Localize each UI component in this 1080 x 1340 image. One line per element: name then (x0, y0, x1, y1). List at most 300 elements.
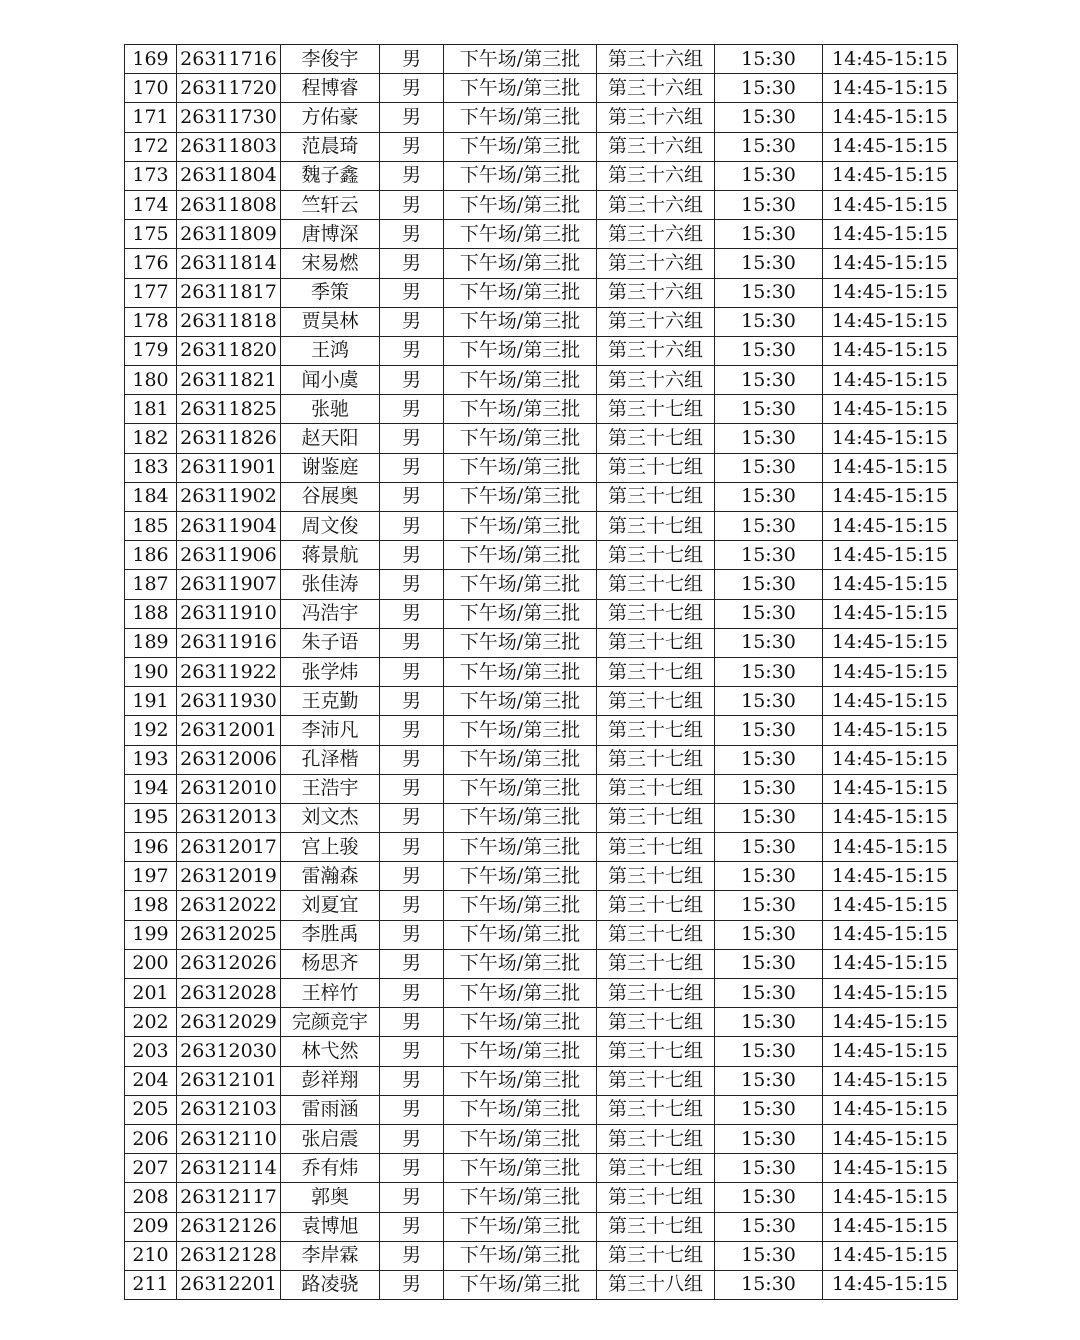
session-batch-cell: 下午场/第三批 (444, 1270, 597, 1299)
row-number-cell: 193 (125, 745, 177, 774)
check-in-window-cell: 14:45-15:15 (823, 745, 958, 774)
row-number-cell: 185 (125, 512, 177, 541)
student-name-cell: 唐博深 (281, 220, 380, 249)
student-id-cell: 26312013 (177, 803, 281, 832)
session-batch-cell: 下午场/第三批 (444, 395, 597, 424)
check-in-window-cell: 14:45-15:15 (823, 1212, 958, 1241)
start-time-cell: 15:30 (715, 862, 823, 891)
group-cell: 第三十六组 (597, 190, 715, 219)
student-id-cell: 26312022 (177, 891, 281, 920)
start-time-cell: 15:30 (715, 774, 823, 803)
gender-cell: 男 (380, 628, 444, 657)
table-row (125, 891, 958, 920)
table-row (125, 1270, 958, 1299)
start-time-cell: 15:30 (715, 1183, 823, 1212)
start-time-cell: 15:30 (715, 570, 823, 599)
table-row (125, 833, 958, 862)
group-cell: 第三十七组 (597, 424, 715, 453)
table-row (125, 336, 958, 365)
gender-cell: 男 (380, 1241, 444, 1270)
table-row (125, 774, 958, 803)
start-time-cell: 15:30 (715, 716, 823, 745)
student-id-cell: 26311817 (177, 278, 281, 307)
check-in-window-cell: 14:45-15:15 (823, 541, 958, 570)
check-in-window-cell: 14:45-15:15 (823, 687, 958, 716)
row-number-cell: 184 (125, 482, 177, 511)
gender-cell: 男 (380, 862, 444, 891)
row-number-cell: 207 (125, 1154, 177, 1183)
student-name-cell: 蒋景航 (281, 541, 380, 570)
check-in-window-cell: 14:45-15:15 (823, 628, 958, 657)
start-time-cell: 15:30 (715, 103, 823, 132)
student-id-cell: 26311904 (177, 512, 281, 541)
student-name-cell: 谢鉴庭 (281, 453, 380, 482)
student-name-cell: 闻小虞 (281, 366, 380, 395)
gender-cell: 男 (380, 1037, 444, 1066)
gender-cell: 男 (380, 190, 444, 219)
gender-cell: 男 (380, 74, 444, 103)
student-id-cell: 26311821 (177, 366, 281, 395)
group-cell: 第三十七组 (597, 657, 715, 686)
student-id-cell: 26312025 (177, 920, 281, 949)
student-id-cell: 26312103 (177, 1095, 281, 1124)
check-in-window-cell: 14:45-15:15 (823, 512, 958, 541)
gender-cell: 男 (380, 1124, 444, 1153)
session-batch-cell: 下午场/第三批 (444, 45, 597, 74)
start-time-cell: 15:30 (715, 74, 823, 103)
table-row (125, 307, 958, 336)
session-batch-cell: 下午场/第三批 (444, 132, 597, 161)
student-name-cell: 李岸霖 (281, 1241, 380, 1270)
start-time-cell: 15:30 (715, 1095, 823, 1124)
session-batch-cell: 下午场/第三批 (444, 657, 597, 686)
check-in-window-cell: 14:45-15:15 (823, 803, 958, 832)
group-cell: 第三十六组 (597, 220, 715, 249)
session-batch-cell: 下午场/第三批 (444, 1066, 597, 1095)
start-time-cell: 15:30 (715, 1066, 823, 1095)
student-name-cell: 杨思齐 (281, 949, 380, 978)
group-cell: 第三十六组 (597, 249, 715, 278)
student-name-cell: 刘文杰 (281, 803, 380, 832)
group-cell: 第三十七组 (597, 395, 715, 424)
table-row (125, 161, 958, 190)
student-id-cell: 26311808 (177, 190, 281, 219)
group-cell: 第三十七组 (597, 453, 715, 482)
student-id-cell: 26312101 (177, 1066, 281, 1095)
gender-cell: 男 (380, 833, 444, 862)
group-cell: 第三十七组 (597, 1066, 715, 1095)
student-id-cell: 26312201 (177, 1270, 281, 1299)
start-time-cell: 15:30 (715, 161, 823, 190)
student-id-cell: 26311825 (177, 395, 281, 424)
gender-cell: 男 (380, 512, 444, 541)
check-in-window-cell: 14:45-15:15 (823, 862, 958, 891)
start-time-cell: 15:30 (715, 453, 823, 482)
gender-cell: 男 (380, 307, 444, 336)
group-cell: 第三十七组 (597, 1154, 715, 1183)
table-row (125, 979, 958, 1008)
student-name-cell: 张启震 (281, 1124, 380, 1153)
gender-cell: 男 (380, 249, 444, 278)
gender-cell: 男 (380, 949, 444, 978)
table-row (125, 1008, 958, 1037)
student-id-cell: 26311716 (177, 45, 281, 74)
start-time-cell: 15:30 (715, 1124, 823, 1153)
row-number-cell: 203 (125, 1037, 177, 1066)
student-id-cell: 26311922 (177, 657, 281, 686)
student-id-cell: 26311826 (177, 424, 281, 453)
start-time-cell: 15:30 (715, 745, 823, 774)
group-cell: 第三十六组 (597, 45, 715, 74)
student-id-cell: 26312117 (177, 1183, 281, 1212)
group-cell: 第三十七组 (597, 1241, 715, 1270)
student-id-cell: 26312017 (177, 833, 281, 862)
student-name-cell: 周文俊 (281, 512, 380, 541)
gender-cell: 男 (380, 570, 444, 599)
gender-cell: 男 (380, 395, 444, 424)
session-batch-cell: 下午场/第三批 (444, 512, 597, 541)
start-time-cell: 15:30 (715, 1037, 823, 1066)
group-cell: 第三十六组 (597, 132, 715, 161)
check-in-window-cell: 14:45-15:15 (823, 1095, 958, 1124)
table-row (125, 278, 958, 307)
session-batch-cell: 下午场/第三批 (444, 103, 597, 132)
group-cell: 第三十六组 (597, 161, 715, 190)
session-batch-cell: 下午场/第三批 (444, 161, 597, 190)
student-name-cell: 冯浩宇 (281, 599, 380, 628)
gender-cell: 男 (380, 366, 444, 395)
table-row (125, 424, 958, 453)
row-number-cell: 206 (125, 1124, 177, 1153)
table-row (125, 453, 958, 482)
table-row (125, 1095, 958, 1124)
group-cell: 第三十六组 (597, 103, 715, 132)
group-cell: 第三十七组 (597, 628, 715, 657)
student-name-cell: 王浩宇 (281, 774, 380, 803)
check-in-window-cell: 14:45-15:15 (823, 366, 958, 395)
session-batch-cell: 下午场/第三批 (444, 453, 597, 482)
group-cell: 第三十七组 (597, 1037, 715, 1066)
group-cell: 第三十七组 (597, 803, 715, 832)
session-batch-cell: 下午场/第三批 (444, 278, 597, 307)
student-name-cell: 谷展奥 (281, 482, 380, 511)
group-cell: 第三十七组 (597, 862, 715, 891)
table-row (125, 74, 958, 103)
start-time-cell: 15:30 (715, 657, 823, 686)
student-name-cell: 林弋然 (281, 1037, 380, 1066)
student-name-cell: 程博睿 (281, 74, 380, 103)
check-in-window-cell: 14:45-15:15 (823, 161, 958, 190)
start-time-cell: 15:30 (715, 599, 823, 628)
table-row (125, 862, 958, 891)
row-number-cell: 183 (125, 453, 177, 482)
group-cell: 第三十七组 (597, 570, 715, 599)
row-number-cell: 194 (125, 774, 177, 803)
row-number-cell: 173 (125, 161, 177, 190)
student-name-cell: 范晨琦 (281, 132, 380, 161)
gender-cell: 男 (380, 161, 444, 190)
check-in-window-cell: 14:45-15:15 (823, 599, 958, 628)
student-id-cell: 26312019 (177, 862, 281, 891)
row-number-cell: 197 (125, 862, 177, 891)
student-name-cell: 雷雨涵 (281, 1095, 380, 1124)
start-time-cell: 15:30 (715, 482, 823, 511)
start-time-cell: 15:30 (715, 1241, 823, 1270)
row-number-cell: 195 (125, 803, 177, 832)
session-batch-cell: 下午场/第三批 (444, 862, 597, 891)
table-row (125, 1066, 958, 1095)
check-in-window-cell: 14:45-15:15 (823, 132, 958, 161)
session-batch-cell: 下午场/第三批 (444, 1154, 597, 1183)
check-in-window-cell: 14:45-15:15 (823, 920, 958, 949)
session-batch-cell: 下午场/第三批 (444, 249, 597, 278)
group-cell: 第三十七组 (597, 541, 715, 570)
student-id-cell: 26311809 (177, 220, 281, 249)
table-row (125, 512, 958, 541)
gender-cell: 男 (380, 482, 444, 511)
gender-cell: 男 (380, 1066, 444, 1095)
table-row (125, 249, 958, 278)
check-in-window-cell: 14:45-15:15 (823, 190, 958, 219)
group-cell: 第三十六组 (597, 278, 715, 307)
start-time-cell: 15:30 (715, 307, 823, 336)
check-in-window-cell: 14:45-15:15 (823, 1008, 958, 1037)
table-row (125, 541, 958, 570)
group-cell: 第三十七组 (597, 891, 715, 920)
check-in-window-cell: 14:45-15:15 (823, 74, 958, 103)
student-name-cell: 王梓竹 (281, 979, 380, 1008)
gender-cell: 男 (380, 453, 444, 482)
row-number-cell: 189 (125, 628, 177, 657)
session-batch-cell: 下午场/第三批 (444, 1008, 597, 1037)
group-cell: 第三十七组 (597, 716, 715, 745)
gender-cell: 男 (380, 278, 444, 307)
student-id-cell: 26311902 (177, 482, 281, 511)
student-name-cell: 彭祥翔 (281, 1066, 380, 1095)
session-batch-cell: 下午场/第三批 (444, 74, 597, 103)
check-in-window-cell: 14:45-15:15 (823, 891, 958, 920)
check-in-window-cell: 14:45-15:15 (823, 1037, 958, 1066)
start-time-cell: 15:30 (715, 979, 823, 1008)
session-batch-cell: 下午场/第三批 (444, 803, 597, 832)
row-number-cell: 200 (125, 949, 177, 978)
student-name-cell: 路凌骁 (281, 1270, 380, 1299)
gender-cell: 男 (380, 774, 444, 803)
student-name-cell: 季策 (281, 278, 380, 307)
table-row (125, 949, 958, 978)
gender-cell: 男 (380, 657, 444, 686)
group-cell: 第三十七组 (597, 774, 715, 803)
group-cell: 第三十七组 (597, 599, 715, 628)
student-id-cell: 26312029 (177, 1008, 281, 1037)
gender-cell: 男 (380, 716, 444, 745)
check-in-window-cell: 14:45-15:15 (823, 453, 958, 482)
start-time-cell: 15:30 (715, 891, 823, 920)
student-id-cell: 26312010 (177, 774, 281, 803)
start-time-cell: 15:30 (715, 424, 823, 453)
student-name-cell: 方佑豪 (281, 103, 380, 132)
student-name-cell: 李沛凡 (281, 716, 380, 745)
table-row (125, 45, 958, 74)
table-row (125, 103, 958, 132)
check-in-window-cell: 14:45-15:15 (823, 1066, 958, 1095)
session-batch-cell: 下午场/第三批 (444, 307, 597, 336)
start-time-cell: 15:30 (715, 45, 823, 74)
gender-cell: 男 (380, 541, 444, 570)
row-number-cell: 176 (125, 249, 177, 278)
start-time-cell: 15:30 (715, 278, 823, 307)
start-time-cell: 15:30 (715, 628, 823, 657)
student-name-cell: 乔有炜 (281, 1154, 380, 1183)
check-in-window-cell: 14:45-15:15 (823, 570, 958, 599)
start-time-cell: 15:30 (715, 920, 823, 949)
row-number-cell: 169 (125, 45, 177, 74)
student-name-cell: 宫上骏 (281, 833, 380, 862)
student-name-cell: 孔泽楷 (281, 745, 380, 774)
student-id-cell: 26311804 (177, 161, 281, 190)
student-name-cell: 张佳涛 (281, 570, 380, 599)
session-batch-cell: 下午场/第三批 (444, 190, 597, 219)
group-cell: 第三十七组 (597, 482, 715, 511)
row-number-cell: 201 (125, 979, 177, 1008)
session-batch-cell: 下午场/第三批 (444, 482, 597, 511)
gender-cell: 男 (380, 220, 444, 249)
table-row (125, 482, 958, 511)
start-time-cell: 15:30 (715, 190, 823, 219)
schedule-table (124, 44, 958, 1300)
student-id-cell: 26311906 (177, 541, 281, 570)
student-id-cell: 26311901 (177, 453, 281, 482)
row-number-cell: 191 (125, 687, 177, 716)
session-batch-cell: 下午场/第三批 (444, 745, 597, 774)
student-name-cell: 郭奥 (281, 1183, 380, 1212)
session-batch-cell: 下午场/第三批 (444, 541, 597, 570)
row-number-cell: 198 (125, 891, 177, 920)
check-in-window-cell: 14:45-15:15 (823, 249, 958, 278)
student-id-cell: 26311720 (177, 74, 281, 103)
check-in-window-cell: 14:45-15:15 (823, 482, 958, 511)
student-id-cell: 26312114 (177, 1154, 281, 1183)
student-name-cell: 贾昊林 (281, 307, 380, 336)
session-batch-cell: 下午场/第三批 (444, 1183, 597, 1212)
group-cell: 第三十七组 (597, 687, 715, 716)
session-batch-cell: 下午场/第三批 (444, 599, 597, 628)
check-in-window-cell: 14:45-15:15 (823, 657, 958, 686)
start-time-cell: 15:30 (715, 541, 823, 570)
check-in-window-cell: 14:45-15:15 (823, 716, 958, 745)
group-cell: 第三十六组 (597, 336, 715, 365)
row-number-cell: 171 (125, 103, 177, 132)
start-time-cell: 15:30 (715, 1154, 823, 1183)
gender-cell: 男 (380, 424, 444, 453)
session-batch-cell: 下午场/第三批 (444, 833, 597, 862)
row-number-cell: 188 (125, 599, 177, 628)
session-batch-cell: 下午场/第三批 (444, 1212, 597, 1241)
check-in-window-cell: 14:45-15:15 (823, 1241, 958, 1270)
table-row (125, 1241, 958, 1270)
student-id-cell: 26311820 (177, 336, 281, 365)
session-batch-cell: 下午场/第三批 (444, 424, 597, 453)
row-number-cell: 179 (125, 336, 177, 365)
check-in-window-cell: 14:45-15:15 (823, 949, 958, 978)
student-name-cell: 李俊宇 (281, 45, 380, 74)
session-batch-cell: 下午场/第三批 (444, 628, 597, 657)
row-number-cell: 209 (125, 1212, 177, 1241)
row-number-cell: 187 (125, 570, 177, 599)
student-name-cell: 袁博旭 (281, 1212, 380, 1241)
table-row (125, 745, 958, 774)
table-row (125, 657, 958, 686)
row-number-cell: 202 (125, 1008, 177, 1037)
session-batch-cell: 下午场/第三批 (444, 774, 597, 803)
group-cell: 第三十七组 (597, 745, 715, 774)
gender-cell: 男 (380, 599, 444, 628)
gender-cell: 男 (380, 803, 444, 832)
check-in-window-cell: 14:45-15:15 (823, 424, 958, 453)
session-batch-cell: 下午场/第三批 (444, 949, 597, 978)
start-time-cell: 15:30 (715, 949, 823, 978)
table-row (125, 366, 958, 395)
student-name-cell: 魏子鑫 (281, 161, 380, 190)
session-batch-cell: 下午场/第三批 (444, 1241, 597, 1270)
student-name-cell: 竺轩云 (281, 190, 380, 219)
table-row (125, 716, 958, 745)
group-cell: 第三十七组 (597, 1124, 715, 1153)
table-row (125, 1037, 958, 1066)
session-batch-cell: 下午场/第三批 (444, 687, 597, 716)
row-number-cell: 204 (125, 1066, 177, 1095)
group-cell: 第三十六组 (597, 307, 715, 336)
row-number-cell: 177 (125, 278, 177, 307)
table-row (125, 803, 958, 832)
check-in-window-cell: 14:45-15:15 (823, 45, 958, 74)
student-name-cell: 王鸿 (281, 336, 380, 365)
table-row (125, 395, 958, 424)
session-batch-cell: 下午场/第三批 (444, 220, 597, 249)
row-number-cell: 178 (125, 307, 177, 336)
student-id-cell: 26311930 (177, 687, 281, 716)
start-time-cell: 15:30 (715, 1008, 823, 1037)
row-number-cell: 180 (125, 366, 177, 395)
row-number-cell: 186 (125, 541, 177, 570)
group-cell: 第三十六组 (597, 74, 715, 103)
start-time-cell: 15:30 (715, 687, 823, 716)
check-in-window-cell: 14:45-15:15 (823, 1270, 958, 1299)
gender-cell: 男 (380, 745, 444, 774)
student-name-cell: 朱子语 (281, 628, 380, 657)
table-row (125, 599, 958, 628)
session-batch-cell: 下午场/第三批 (444, 920, 597, 949)
student-id-cell: 26312001 (177, 716, 281, 745)
check-in-window-cell: 14:45-15:15 (823, 103, 958, 132)
student-id-cell: 26312128 (177, 1241, 281, 1270)
student-id-cell: 26311730 (177, 103, 281, 132)
start-time-cell: 15:30 (715, 833, 823, 862)
check-in-window-cell: 14:45-15:15 (823, 395, 958, 424)
table-row (125, 1124, 958, 1153)
session-batch-cell: 下午场/第三批 (444, 979, 597, 1008)
group-cell: 第三十七组 (597, 920, 715, 949)
row-number-cell: 211 (125, 1270, 177, 1299)
table-row (125, 190, 958, 219)
check-in-window-cell: 14:45-15:15 (823, 220, 958, 249)
student-name-cell: 李胜禹 (281, 920, 380, 949)
group-cell: 第三十七组 (597, 979, 715, 1008)
student-name-cell: 雷瀚森 (281, 862, 380, 891)
start-time-cell: 15:30 (715, 249, 823, 278)
table-row (125, 570, 958, 599)
table-row (125, 687, 958, 716)
